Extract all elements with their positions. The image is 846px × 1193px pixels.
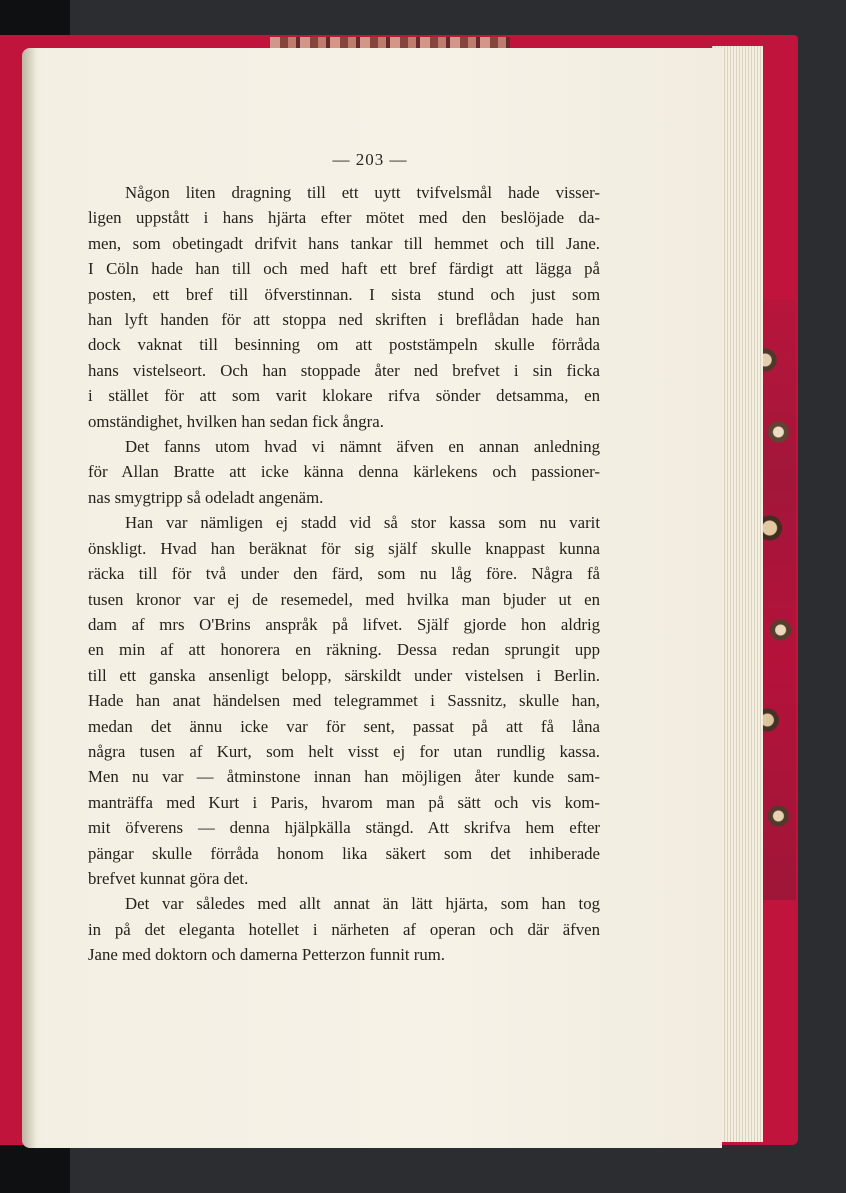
gutter-shadow (22, 48, 36, 1148)
body-text (88, 180, 600, 968)
text-line: Jane med doktorn och damerna Petterzon funnit rum. (88, 945, 445, 965)
text-line: medan det ännu icke var för sent, passat på att få låna (88, 716, 600, 736)
text-line: manträffa med Kurt i Paris, hvarom man på sätt och vis kom- (88, 792, 600, 812)
text-line: hans vistelseort. Och han stoppade åter ned brefvet i sin ficka (88, 360, 600, 380)
text-line: ligen uppstått i hans hjärta efter mötet med den beslöjade da- (88, 208, 600, 228)
text-line: I Cöln hade han till och med haft ett bref färdigt att lägga på (88, 259, 600, 279)
text-line: mit öfverens — denna hjälpkälla stängd. Att skrifva hem efter (88, 818, 600, 838)
page-number: — 203 — (332, 150, 408, 169)
text-line: dam af mrs O'Brins anspråk på lifvet. Själf gjorde hon aldrig (88, 614, 600, 634)
text-line: Någon liten dragning till ett uytt tvifvelsmål hade visser- (125, 183, 600, 202)
text-line: Det fanns utom hvad vi nämnt äfven en annan anledning (125, 437, 600, 457)
text-line: dock vaknat till besinning om att poststämpeln skulle förråda (88, 335, 600, 355)
text-line: posten, ett bref till öfverstinnan. I sista stund och just som (88, 284, 600, 304)
text-line: önskligt. Hvad han beräknat för sig själf skulle knappast kunna (88, 538, 600, 558)
text-line: till ett ganska ansenligt belopp, särskildt under vistelsen i Berlin. (88, 665, 600, 685)
text-line: för Allan Bratte att icke känna denna kärlekens och passioner- (88, 462, 600, 482)
text-line: några tusen af Kurt, som helt visst ej for utan rundlig kassa. (88, 741, 600, 761)
text-line: pängar skulle förråda honom lika säkert som det inhiberade (88, 843, 600, 863)
text-line: Hade han anat händelsen med telegrammet i Sassnitz, skulle han, (88, 691, 600, 711)
text-line: omständighet, hvilken han sedan fick ångra. (88, 411, 384, 431)
text-line: nas smygtripp så odeladt angenäm. (88, 487, 324, 507)
text-line: in på det eleganta hotellet i närheten af operan och där äfven (88, 919, 600, 939)
text-line: Men nu var — åtminstone innan han möjligen åter kunde sam- (88, 767, 600, 787)
text-line: tusen kronor var ej de resemedel, med hvilka man bjuder ut en (88, 589, 600, 609)
text-line: Han var nämligen ej stadd vid så stor kassa som nu varit (125, 513, 600, 533)
text-line: i stället för att som varit klokare rifva sönder detsamma, en (88, 386, 600, 406)
text-line: Det var således med allt annat än lätt hjärta, som han tog (125, 894, 600, 914)
text-line: räcka till för två under den färd, som nu låg före. Några få (88, 564, 600, 584)
text-line: han lyft handen för att stoppa ned skriften i breflådan hade han (88, 310, 600, 330)
text-line: en min af att honorera en räkning. Dessa redan sprungit upp (88, 640, 600, 660)
text-line: men, som obetingadt drifvit hans tankar till hemmet och till Jane. (88, 233, 600, 253)
text-line: brefvet kunnat göra det. (88, 868, 249, 888)
